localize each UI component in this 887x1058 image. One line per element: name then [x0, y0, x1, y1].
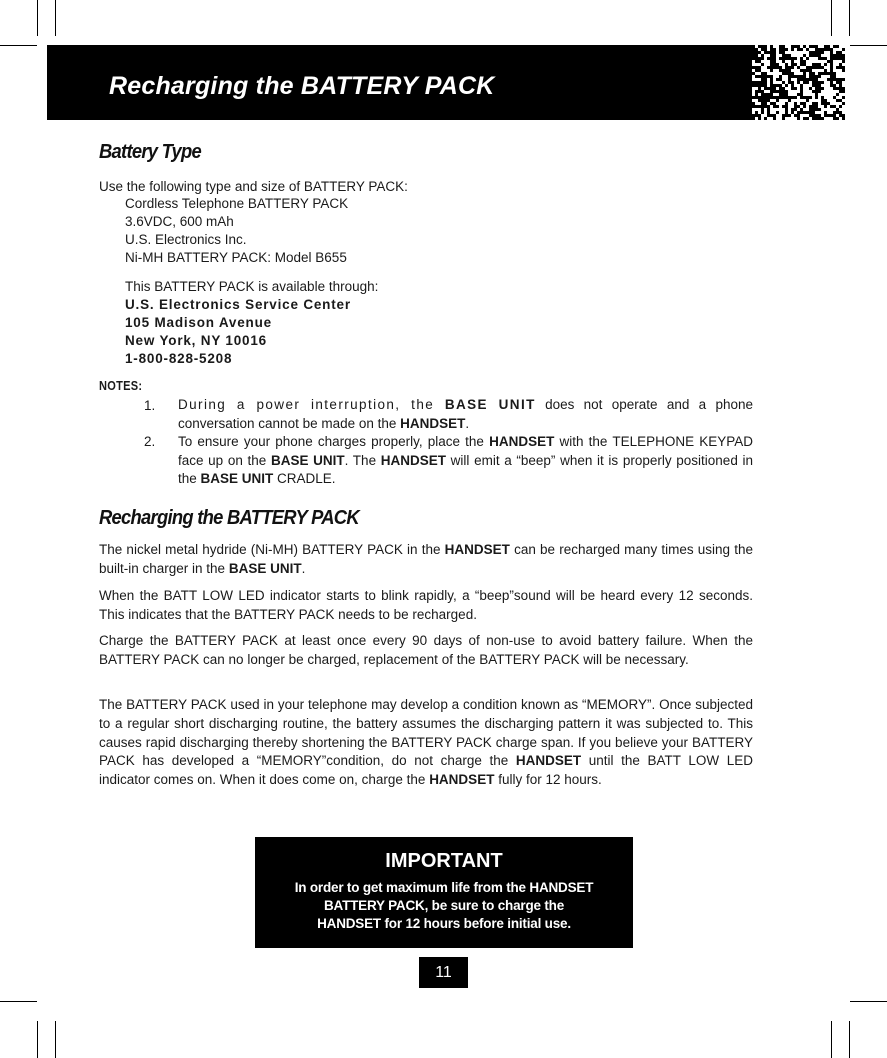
spec-line: 3.6VDC, 600 mAh — [125, 214, 234, 229]
recharging-paragraph-2: When the BATT LOW LED indicator starts to blink rapidly, a “beep”sound will be heard every 12 seconds. This indicates that the BATTERY PACK needs to be recharged. — [99, 588, 753, 622]
recharging-heading: Recharging the BATTERY PACK — [99, 507, 359, 529]
note-number: 2. — [144, 434, 156, 449]
battery-type-heading: Battery Type — [99, 141, 201, 163]
crop-mark — [37, 1021, 38, 1058]
address-line: U.S. Electronics Service Center — [125, 297, 351, 312]
important-notice-box — [255, 837, 633, 948]
crop-mark — [849, 0, 850, 36]
phone-number: 1-800-828-5208 — [125, 351, 233, 366]
spec-line: Ni-MH BATTERY PACK: Model B655 — [125, 250, 347, 265]
recharging-paragraph-4: The BATTERY PACK used in your telephone may develop a condition known as “MEMORY”. Once subjected to a regular short discharging routine, the battery assumes the discharging pattern it was subjected to. This causes rapid discharging thereby shortening the BATTERY PACK charge span. If you believe your BATTERY PACK has developed a “MEMORY”condition, do not charge the HANDSET until the BATT LOW LED indicator comes on. When it does come on, charge the HANDSET fully for 12 hours. — [99, 697, 753, 788]
crop-mark — [0, 45, 37, 46]
crop-mark — [37, 0, 38, 36]
crop-mark — [831, 0, 832, 36]
availability-text: This BATTERY PACK is available through: — [125, 279, 379, 294]
note-item: During a power interruption, the BASE UNIT does not operate and a phone conversation cannot be made on the HANDSET. — [178, 397, 754, 431]
important-line: In order to get maximum life from the HANDSET — [294, 880, 594, 895]
notes-label: NOTES: — [99, 378, 143, 393]
crop-mark — [55, 1021, 56, 1058]
crop-mark — [55, 0, 56, 36]
important-line: HANDSET for 12 hours before initial use. — [317, 916, 571, 931]
important-text — [265, 879, 623, 933]
important-line: BATTERY PACK, be sure to charge the — [323, 898, 565, 913]
page-title: Recharging the BATTERY PACK — [109, 72, 495, 100]
page-number: 11 — [419, 957, 468, 988]
spec-line: U.S. Electronics Inc. — [125, 232, 247, 247]
address-line: New York, NY 10016 — [125, 333, 267, 348]
note-item: To ensure your phone charges properly, place the HANDSET with the TELEPHONE KEYPAD face up on the BASE UNIT. The HANDSET will emit a “beep” when it is properly positioned in the BASE UNIT CRADLE. — [178, 434, 754, 487]
address-line: 105 Madison Avenue — [125, 315, 272, 330]
important-title: IMPORTANT — [385, 850, 503, 872]
crop-mark — [850, 45, 887, 46]
recharging-paragraph-3: Charge the BATTERY PACK at least once every 90 days of non-use to avoid battery failure. When the BATTERY PACK can no longer be charged, replacement of the BATTERY PACK will be necessary. — [99, 633, 753, 667]
recharging-paragraph-1: The nickel metal hydride (Ni-MH) BATTERY PACK in the HANDSET can be recharged many times using the built-in charger in the BASE UNIT. — [99, 542, 754, 576]
crop-mark — [849, 1021, 850, 1058]
decorative-noise-pattern — [752, 45, 845, 120]
crop-mark — [850, 1001, 887, 1002]
battery-type-intro: Use the following type and size of BATTERY PACK: — [99, 179, 408, 194]
note-number: 1. — [144, 398, 156, 413]
spec-line: Cordless Telephone BATTERY PACK — [125, 196, 349, 211]
crop-mark — [0, 1001, 37, 1002]
crop-mark — [831, 1021, 832, 1058]
